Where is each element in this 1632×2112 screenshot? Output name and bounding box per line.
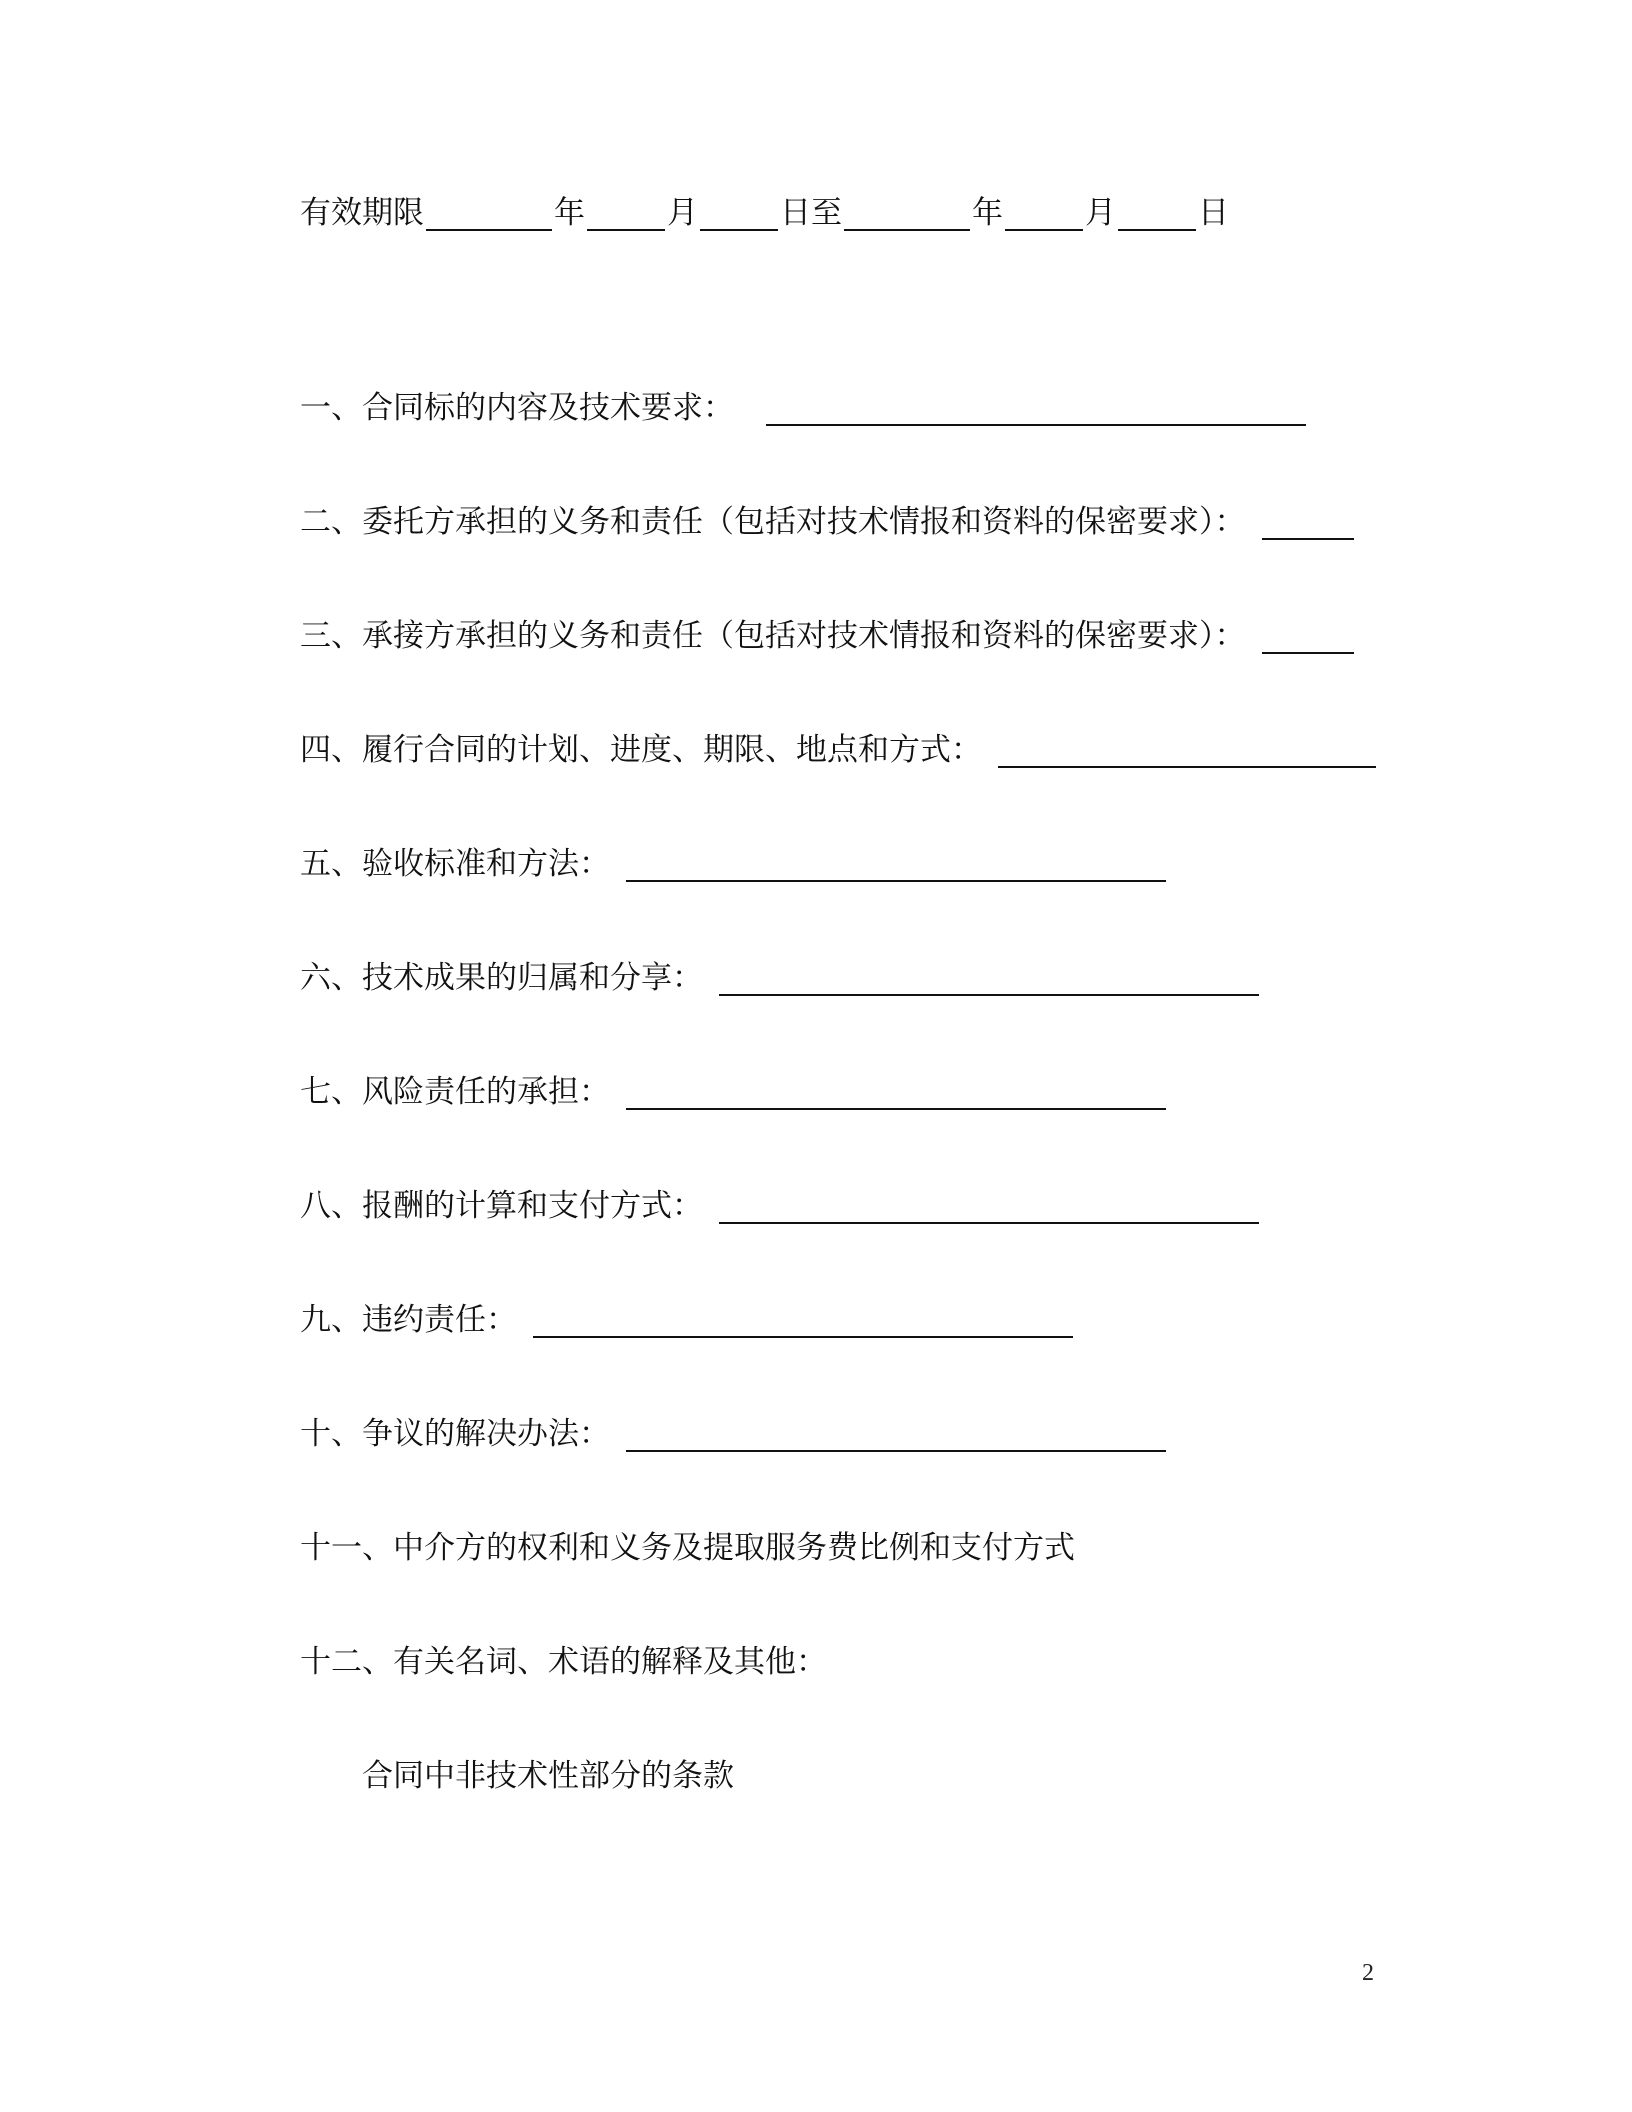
clause-2-blank[interactable] <box>1262 510 1354 540</box>
clause-12 <box>300 1642 827 1682</box>
section-heading-text: 合同中非技术性部分的条款 <box>362 1758 734 1794</box>
clause-label: 九、违约责任： <box>300 1302 517 1338</box>
page-number: 2 <box>1362 1960 1374 1986</box>
month-label: 月 <box>1085 195 1116 231</box>
clause-label: 一、合同标的内容及技术要求： <box>300 390 734 426</box>
clause-6-blank[interactable] <box>719 966 1259 996</box>
clause-label: 六、技术成果的归属和分享： <box>300 960 703 996</box>
section-heading <box>362 1756 734 1796</box>
start-year-blank[interactable] <box>426 201 552 231</box>
clause-7 <box>300 1072 1166 1112</box>
day-to-label: 日至 <box>780 195 842 231</box>
month-label: 月 <box>667 195 698 231</box>
clause-8-blank[interactable] <box>719 1194 1259 1224</box>
year-label: 年 <box>554 195 585 231</box>
clause-9-blank[interactable] <box>533 1308 1073 1338</box>
clause-label: 二、委托方承担的义务和责任（包括对技术情报和资料的保密要求）： <box>300 504 1246 540</box>
clause-11 <box>300 1528 1075 1568</box>
clause-label: 十、争议的解决办法： <box>300 1416 610 1452</box>
end-year-blank[interactable] <box>844 201 970 231</box>
validity-label: 有效期限 <box>300 195 424 231</box>
clause-3-blank[interactable] <box>1262 624 1354 654</box>
clause-label: 七、风险责任的承担： <box>300 1074 610 1110</box>
end-month-blank[interactable] <box>1005 201 1083 231</box>
clause-5 <box>300 844 1166 884</box>
clause-7-blank[interactable] <box>626 1080 1166 1110</box>
clause-10 <box>300 1414 1166 1454</box>
clause-label: 三、承接方承担的义务和责任（包括对技术情报和资料的保密要求）： <box>300 618 1246 654</box>
clause-10-blank[interactable] <box>626 1422 1166 1452</box>
day-label: 日 <box>1198 195 1229 231</box>
clause-label: 五、验收标准和方法： <box>300 846 610 882</box>
clause-label: 八、报酬的计算和支付方式： <box>300 1188 703 1224</box>
clause-label: 十二、有关名词、术语的解释及其他： <box>300 1644 827 1680</box>
clause-1 <box>300 388 1306 428</box>
clause-3 <box>300 616 1354 656</box>
clause-4 <box>300 730 1376 770</box>
end-day-blank[interactable] <box>1118 201 1196 231</box>
clause-5-blank[interactable] <box>626 852 1166 882</box>
start-day-blank[interactable] <box>700 201 778 231</box>
clause-label: 十一、中介方的权利和义务及提取服务费比例和支付方式 <box>300 1530 1075 1566</box>
clause-1-blank[interactable] <box>766 396 1306 426</box>
clause-4-blank[interactable] <box>998 738 1376 768</box>
clause-2 <box>300 502 1354 542</box>
clause-label: 四、履行合同的计划、进度、期限、地点和方式： <box>300 732 982 768</box>
clause-9 <box>300 1300 1073 1340</box>
clause-6 <box>300 958 1259 998</box>
validity-period-line <box>300 193 1229 233</box>
start-month-blank[interactable] <box>587 201 665 231</box>
clause-8 <box>300 1186 1259 1226</box>
year-label: 年 <box>972 195 1003 231</box>
